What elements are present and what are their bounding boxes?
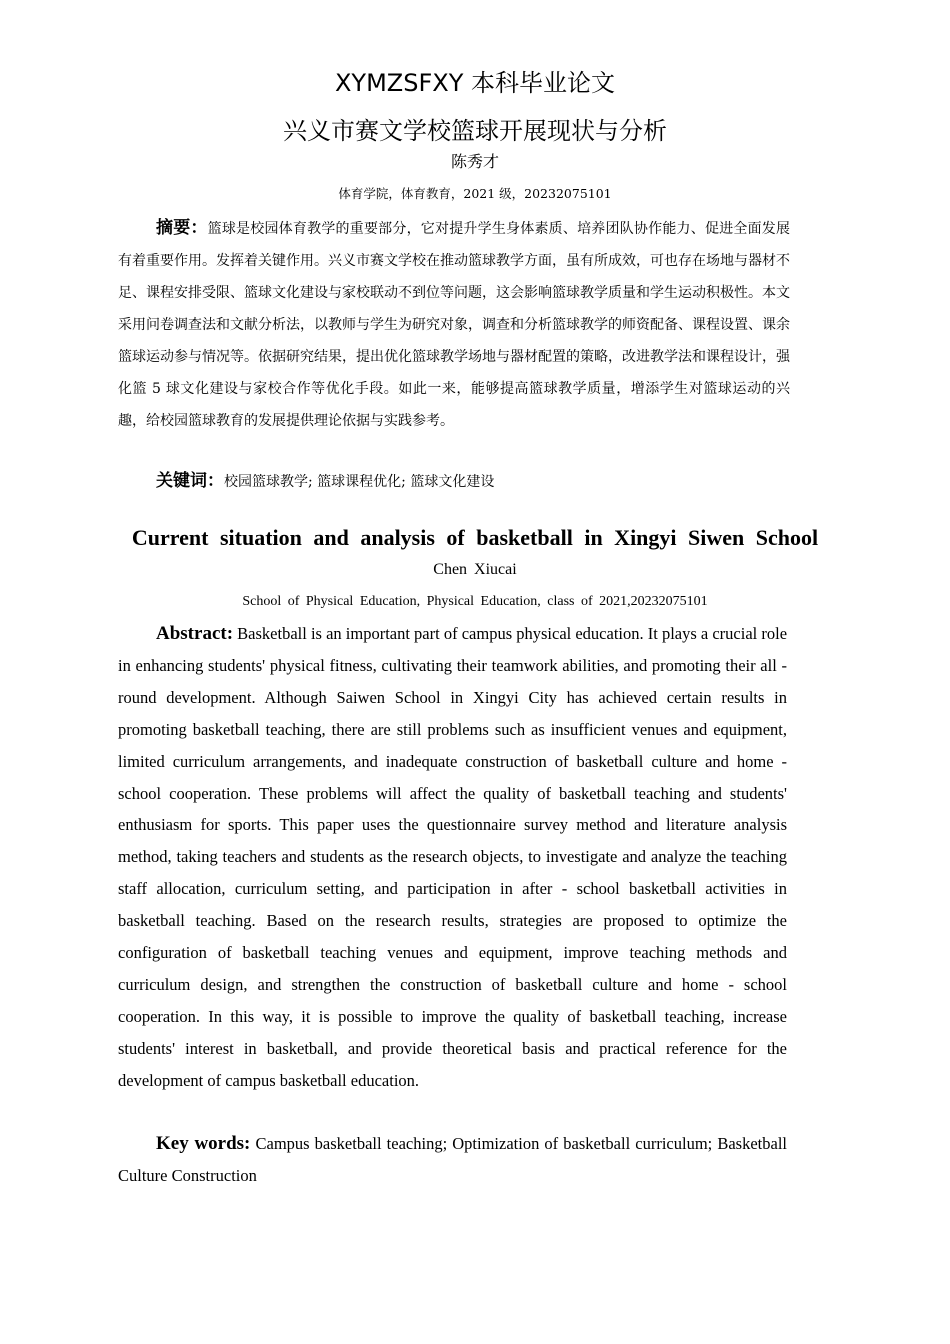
- chinese-abstract-text: 篮球是校园体育教学的重要部分，它对提升学生身体素质、培养团队协作能力、促进全面发展有着重要作用。发挥着关键作用。兴义市赛文学校在推动篮球教学方面，虽有所成效，可也存在场地与器材不足、课程安排受限、篮球文化建设与家校联动不到位等问题，这会影响篮球教学质量和学生运动积极性。本文采用问卷调查法和文献分析法，以教师与学生为研究对象，调查和分析篮球教学的师资配备、课程设置、课余篮球运动参与情况等。依据研究结果，提出优化篮球教学场地与器材配置的策略，改进教学法和课程设计，强化篮 5 球文化建设与家校合作等优化手段。如此一来，能够提高篮球教学质量，增添学生对篮球运动的兴趣，给校园篮球教育的发展提供理论依据与实践参考。: [118, 221, 791, 429]
- chinese-affiliation: 体育学院，体育教育，2021 级，20232075101: [338, 186, 612, 201]
- chinese-keywords-text: 校园篮球教学; 篮球课程优化; 篮球文化建设: [224, 474, 495, 490]
- english-author: Chen Xiucai: [433, 561, 517, 578]
- chinese-keywords: [156, 466, 494, 497]
- chinese-abstract-label: 摘要：: [156, 218, 208, 238]
- chinese-title: 兴义市赛文学校篮球开展现状与分析: [283, 117, 667, 145]
- english-abstract: [118, 618, 787, 1097]
- english-keywords-text: Campus basketball teaching; Optimization of basketball curriculum; Basketball Culture Construction: [118, 1134, 787, 1185]
- chinese-keywords-label: 关键词：: [156, 471, 224, 491]
- english-title: Current situation and analysis of basketball in Xingyi Siwen School: [131, 525, 819, 550]
- chinese-abstract: [118, 212, 790, 437]
- english-keywords: [118, 1128, 787, 1192]
- series-title: XYMZSFXY 本科毕业论文: [334, 69, 616, 97]
- english-abstract-text: Basketball is an important part of campus physical education. It plays a crucial role in enhancing students' physical fitness, cultivating their teamwork abilities, and promoting their all - round development. Although Saiwen School in Xingyi City has achieved certain results in promoting basketball teaching, there are still problems such as insufficient venues and equipment, limited curriculum arrangements, and inadequate construction of basketball culture and home - school cooperation. These problems will affect the quality of basketball teaching and students' enthusiasm for sports. This paper uses the questionnaire survey method and literature analysis method, taking teachers and students as the research objects, to investigate and analyze the teaching staff allocation, curriculum setting, and participation in after - school basketball activities in basketball teaching. Based on the research results, strategies are proposed to optimize the configuration of basketball teaching venues and equipment, improve teaching methods and curriculum design, and strengthen the construction of basketball culture and home - school cooperation. In this way, it is possible to improve the quality of basketball teaching, increase students' interest in basketball, and provide theoretical basis and practical reference for the development of campus basketball education.: [118, 624, 788, 1090]
- english-affiliation: School of Physical Education, Physical Education, class of 2021,20232075101: [242, 594, 708, 609]
- english-abstract-label: Abstract:: [156, 623, 234, 644]
- english-keywords-label: Key words:: [156, 1133, 251, 1154]
- chinese-author: 陈秀才: [450, 152, 499, 171]
